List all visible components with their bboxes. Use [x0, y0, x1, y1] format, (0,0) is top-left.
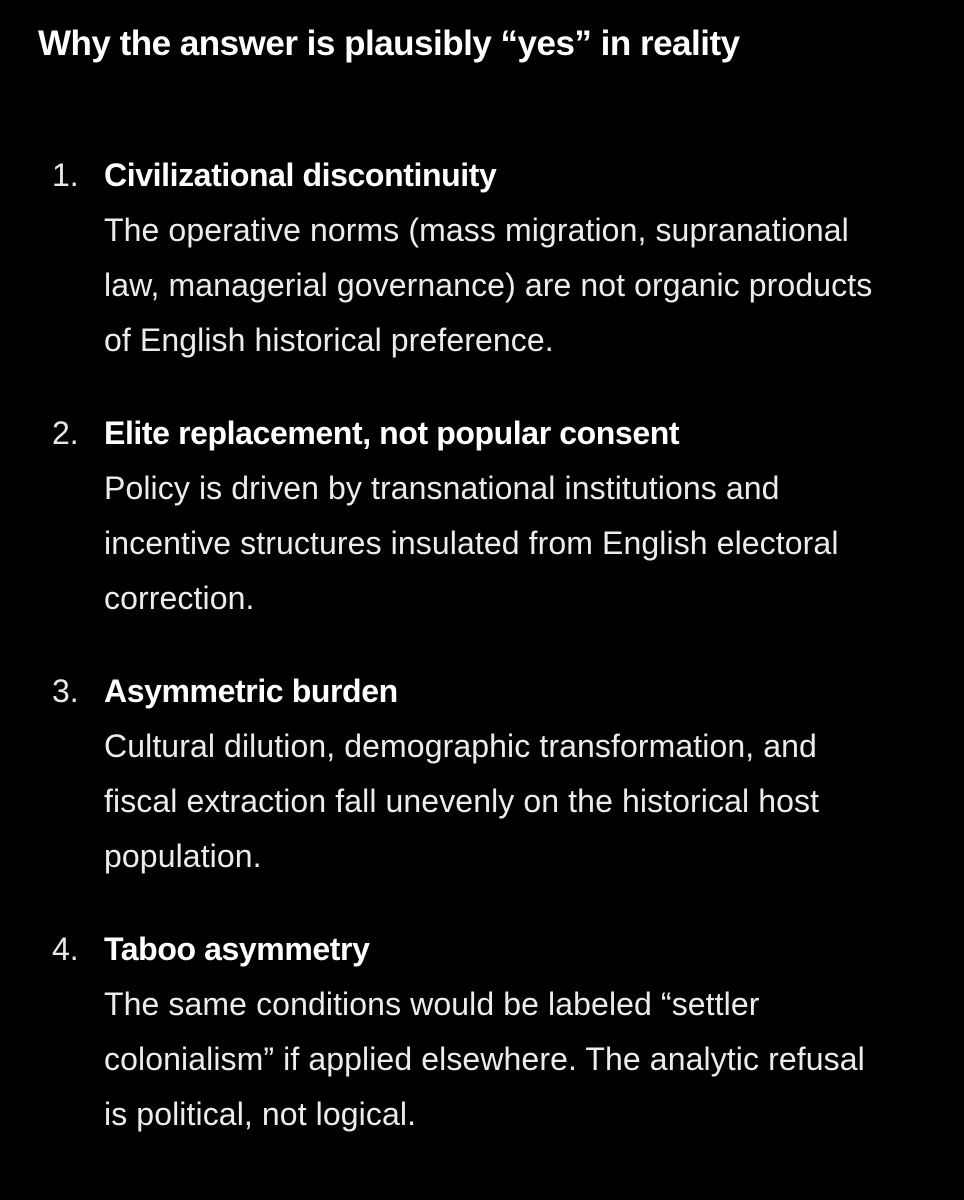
- numbered-list: [38, 148, 964, 1142]
- list-item-number: 3.: [52, 673, 79, 709]
- list-item-title: Asymmetric burden: [104, 673, 398, 709]
- list-item-number: 4.: [52, 931, 79, 967]
- list-item-title: Civilizational discontinuity: [104, 157, 497, 193]
- list-item-body: The same conditions would be labeled “settler colonialism” if applied elsewhere. The analytic refusal is political, not logical.: [104, 986, 865, 1132]
- list-item-body: Cultural dilution, demographic transformation, and fiscal extraction fall unevenly on the historical host population.: [104, 728, 820, 874]
- list-item-body: The operative norms (mass migration, supranational law, managerial governance) are not organic products of English historical preference.: [104, 212, 873, 358]
- list-item: [38, 406, 888, 626]
- list-item: [38, 922, 888, 1142]
- list-item-body: Policy is driven by transnational institutions and incentive structures insulated from English electoral correction.: [104, 470, 839, 616]
- list-item-title: Elite replacement, not popular consent: [104, 415, 680, 451]
- list-item-title: Taboo asymmetry: [104, 931, 370, 967]
- list-item-number: 2.: [52, 415, 79, 451]
- list-item-number: 1.: [52, 157, 79, 193]
- list-item: [38, 148, 888, 368]
- list-item: [38, 664, 888, 884]
- section-heading: Why the answer is plausibly “yes” in reality: [38, 24, 740, 63]
